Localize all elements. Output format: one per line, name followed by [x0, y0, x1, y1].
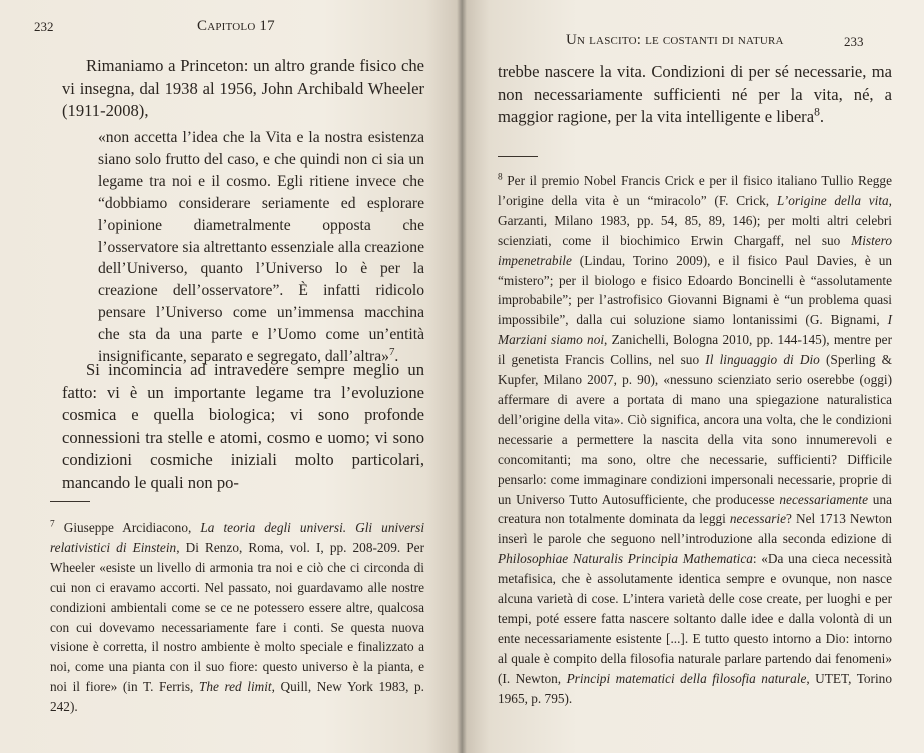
- body-text-left: Si incomincia ad intravedere sempre meglio un fatto: vi è un importante legame tra l’evoluzione cosmica e quella biologica; vi sono profonde connessioni tra stelle e atomi, cosmo e uomo; vi sono condizioni cosmiche iniziali molto particolari, mancando le quali non po-: [62, 360, 424, 492]
- fn8-s4: , Zanichelli, Bologna 2010, pp. 144-145), mentre per il genetista Francis Collins, nel suo: [498, 332, 892, 368]
- footnote-7-text: [50, 518, 424, 717]
- intro-text: Rimaniamo a Princeton: un altro grande fisico che vi insegna, dal 1938 al 1956, John Archibald Wheeler (1911-2008),: [62, 56, 424, 121]
- fn8-s6: una creatura non totalmente dominata da leggi: [498, 491, 892, 527]
- quote-text: «non accetta l’idea che la Vita e la nostra esistenza siano solo frutto del caso, e che quindi non ci sia un legame tra noi e il cosmo. Egli ritiene invece che “dobbiamo considerare seriamente ed esplorare l’opinione diametralmente opposta che l’osservatore sia altrettanto essenziale alla creazione dell’Universo, quanto l’Universo lo è per la creazione dell’osservatore”. È infatti ridicolo pensare l’Universo come un’immensa macchina che sta da una parte e l’Uomo come un’entità insignificante, separato e segregato, dall’altra»: [98, 129, 424, 366]
- footnote-title: La teoria degli universi. Gli universi relativistici di Einstein: [50, 520, 425, 555]
- running-header-right: Un lascito: le costanti di natura: [566, 32, 784, 48]
- footnote-book: The red limit: [198, 679, 272, 695]
- fn8-i1: L’origine della vita: [776, 192, 889, 208]
- book-gutter: [457, 0, 467, 753]
- quote-body: «non accetta l’idea che la Vita e la nostra esistenza siano solo frutto del caso, e che quindi non ci sia un legame tra noi e il cosmo. Egli ritiene invece che “dobbiamo considerare seriamente ed esplorare l’opinione diametralmente opposta che l’osservatore sia altrettanto essenziale alla creazione dell’Universo, quanto l’Universo lo è per la creazione dell’osservatore”. È infatti ridicolo pensare l’Universo come un’immensa macchina che sta da una parte e l’Uomo come un’entità insignificante, separato e segregato, dall’altra»$^7$.: [98, 129, 424, 366]
- block-quote: [98, 127, 424, 368]
- footnote-tail: , Quill, New York 1983, p. 242).: [50, 679, 424, 715]
- footnote-number-8: 8: [498, 172, 503, 183]
- footnote-ref-8: 8: [814, 105, 820, 119]
- body-text-right-wrap: trebbe nascere la vita. Condizioni di per sé necessarie, ma non necessariamente sufficienti né per la vita, né, a maggior ragione, per la vita intelligente e libera$^8$.: [498, 62, 892, 127]
- page-number-right: 233: [844, 34, 864, 49]
- footnote-pub: , Di Renzo, Roma, vol. I, pp. 208-209. Per Wheeler «esiste un livello di armonia tra noi e ciò che ci circonda di cui non ci eravamo accorti. Nel passato, noi guardavamo alle nostre condizioni ambientali come se ce ne potessero essere altre, qualcosa con cui dovevamo necessariamente fare i conti. Se questa nuova visione è corretta, il nostro ambiente è molto speciale e finalizzato a noi, come una pianta con il suo fiore: questo universo è la pianta, e noi il fiore» (in T. Ferris,: [50, 539, 425, 695]
- body-text-right: trebbe nascere la vita. Condizioni di per sé necessarie, ma non necessariamente sufficienti né per la vita, né, a maggior ragione, per la vita intelligente e libera: [498, 62, 892, 127]
- fn8-s3: (Lindau, Torino 2009), e il fisico Paul Davies, è un “mistero”; per il biologo e fisico Edoardo Boncinelli è “assolutamente improbabile”; per l’astrofisico Giovanni Bignami è “un problema quasi impossibile”, dalla cui soluzione siamo lontanissimi (G. Bignami,: [498, 252, 892, 328]
- fn8-s7: ? Nel 1713 Newton inserì le parole che seguono nell’introduzione alla seconda edizione di: [498, 511, 893, 547]
- fn8-s2: , Garzanti, Milano 1983, pp. 54, 85, 89, 146); per molti altri celebri scienziati, come il biochimico Erwin Chargaff, nel suo: [498, 192, 892, 248]
- footnote-number-7: 7: [50, 519, 55, 530]
- fn8-i7: Philosophiae Naturalis Principia Mathematica: [498, 551, 753, 567]
- footnote-rule-right: [498, 156, 538, 157]
- footnote-8: [498, 171, 892, 708]
- fn8-s5: (Sperling & Kupfer, Milano 2007, p. 90), «nessuno scienziato serio oserebbe (oggi) affermare di avere a portata di mano una spiegazione naturalistica dell’origine della vita». Ciò significa, ancora una volta, che le condizioni necessarie a permettere la nascita della vita sono innumerevoli e concomitanti; ma sono, oltre che necessarie, sufficienti? Difficile pensarlo: come immaginare condizioni impersonali necessarie, proprie di un Universo Tutto Autosufficiente, che producesse: [498, 352, 892, 507]
- footnote-ref-7: 7: [388, 345, 395, 358]
- fn8-i4: Il linguaggio di Dio: [705, 352, 820, 368]
- fn8-s8: : «Da una cieca necessità metafisica, che è assolutamente identica sempre e ovunque, non nasce alcuna varietà di cose. L’intera varietà delle cose create, per luoghi e per tempi, poté essere fatta nascere soltanto dalle idee e dalla volontà di un ente necessariamente esistente [...]. E tutto questo intorno a Dio: intorno al quale è compito della filosofia naturale parlare partendo dai fenomeni» (I. Newton,: [498, 551, 893, 686]
- fn8-i8: Principi matematici della filosofia naturale: [566, 670, 807, 686]
- right-page: [462, 0, 924, 753]
- footnote-author: Giuseppe Arcidiacono,: [63, 520, 192, 535]
- fn8-i5: necessariamente: [779, 491, 869, 507]
- fn8-i6: necessarie: [729, 511, 787, 527]
- body-paragraph-left: [62, 359, 424, 495]
- footnote-8-text: [498, 171, 892, 708]
- footnote-7: [50, 518, 424, 717]
- running-header-left: Capitolo 17: [197, 18, 275, 34]
- fn8-i2: Mistero impenetrabile: [498, 232, 892, 268]
- fn8-s9: , UTET, Torino 1965, p. 795).: [498, 670, 892, 706]
- fn8-s1: Per il premio Nobel Francis Crick e per il fisico italiano Tullio Regge l’origine della vita è un “miracolo” (F. Crick,: [498, 173, 892, 208]
- footnote-rule-left: [50, 501, 90, 502]
- intro-paragraph: [62, 55, 424, 123]
- body-paragraph-right: [498, 61, 892, 129]
- page-number-left: 232: [34, 19, 54, 34]
- fn8-i3: I Marziani siamo noi: [498, 312, 892, 348]
